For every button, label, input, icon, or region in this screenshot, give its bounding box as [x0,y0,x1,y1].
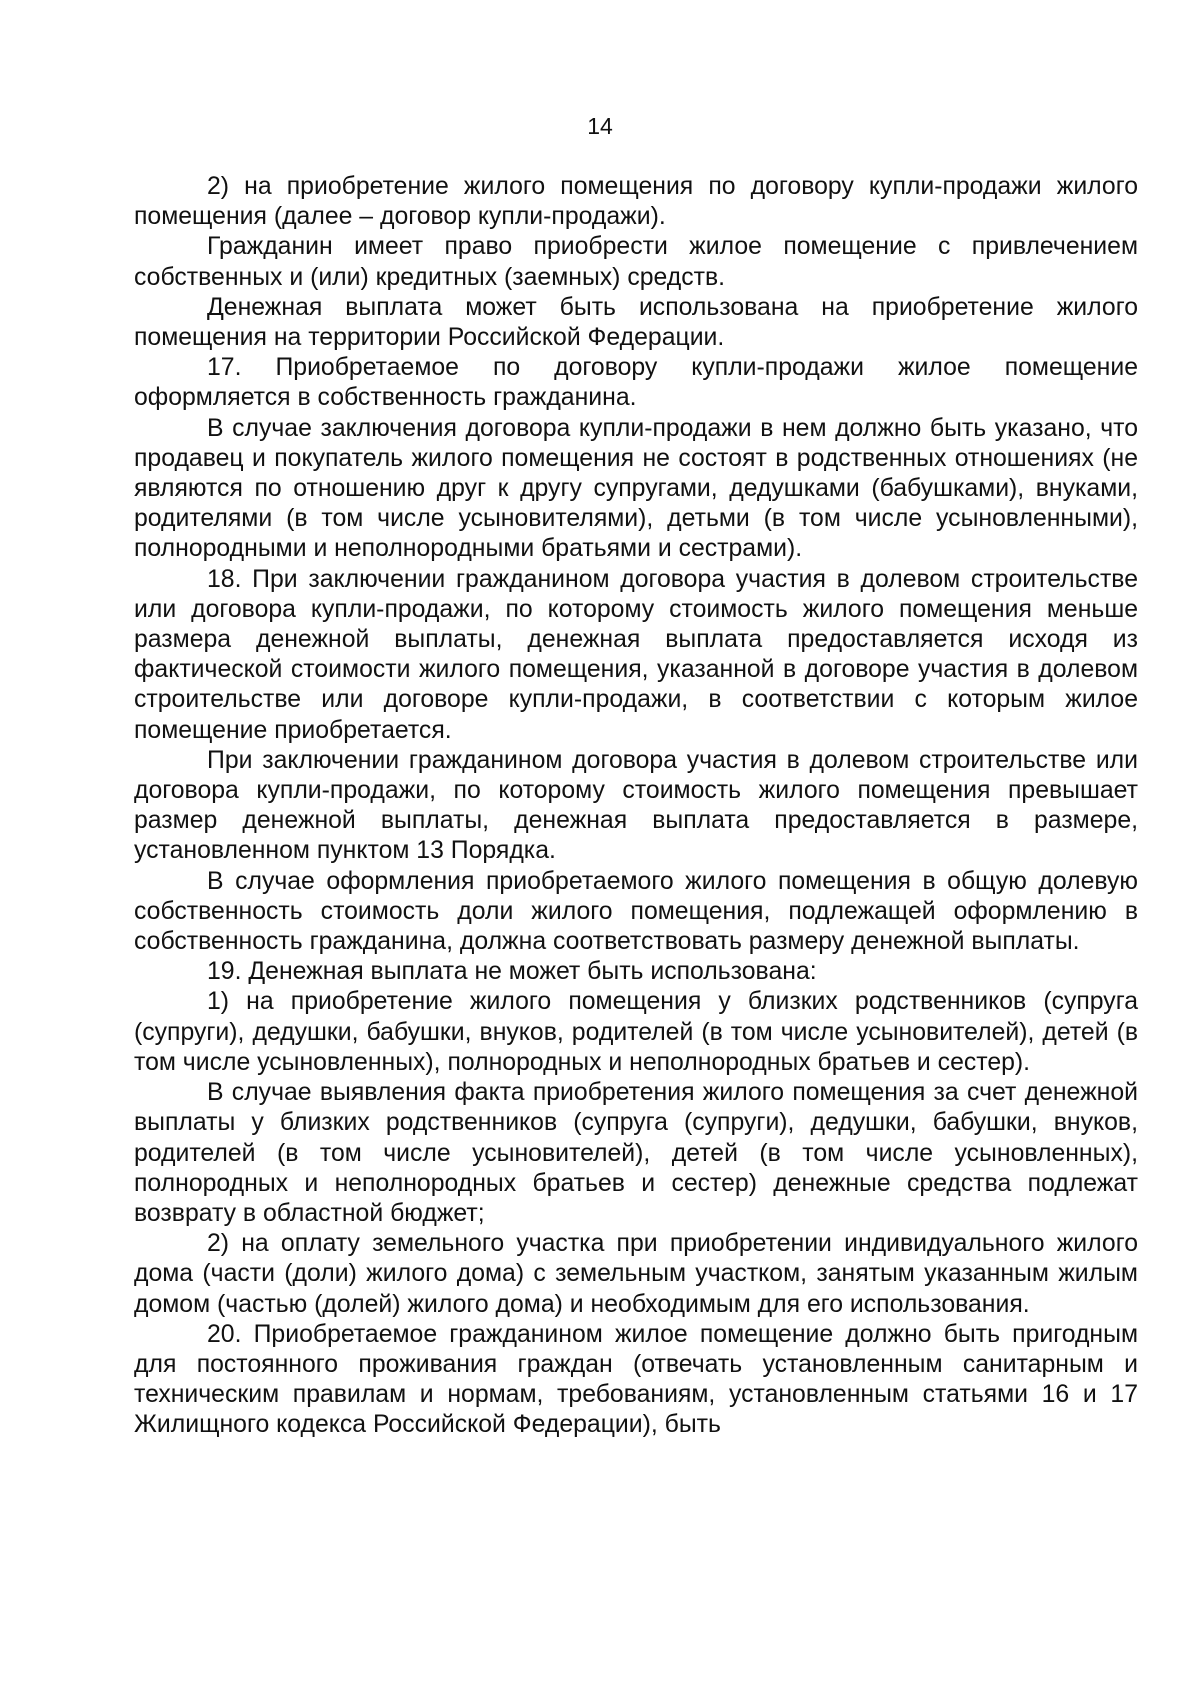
page-number: 14 [587,113,613,139]
paragraph-item-19-sub-1: 1) на приобретение жилого помещения у близких родственников (супруга (супруги), дедушки, бабушки, внуков, родителей (в том числе усыновителей), детей (в том числе усыновленных), полнородных и неполнородных братьев и сестер). [134,988,1138,1076]
paragraph-territory: Денежная выплата может быть использована на приобретение жилого помещения на территории Российской Федерации. [134,293,1138,352]
paragraph-item-18: 18. При заключении гражданином договора участия в долевом строительстве или договора купли-продажи, по которому стоимость жилого помещения меньше размера денежной выплаты, денежная выплата предоставляется исходя из фактической стоимости жилого помещения, указанной в договоре участия в долевом строительстве или договоре купли-продажи, в соответствии с которым жилое помещение приобретается. [134,565,1138,744]
paragraph-relatives-clause: В случае заключения договора купли-продажи в нем должно быть указано, что продавец и покупатель жилого помещения не состоят в родственных отношениях (не являются по отношению друг к другу супругами, дедушками (бабушками), внуками, родителями (в том числе усыновителями), детьми (в том числе усыновленными), полнородными и неполнородными братьями и сестрами). [134,414,1138,563]
document-body [134,172,1138,1441]
paragraph-own-funds: Гражданин имеет право приобрести жилое помещение с привлечением собственных и (или) кредитных (заемных) средств. [134,233,1138,291]
paragraph-cost-exceeds: При заключении гражданином договора участия в долевом строительстве или договора купли-продажи, по которому стоимость жилого помещения превышает размер денежной выплаты, денежная выплата предоставляется в размере, установленном пунктом 13 Порядка. [134,746,1138,865]
paragraph-item-19-sub-2: 2) на оплату земельного участка при приобретении индивидуального жилого дома (части (доли) жилого дома) с земельным участком, занятым указанным жилым домом (частью (долей) жилого дома) и необходимым для его использования. [134,1230,1138,1318]
paragraph-shared-ownership: В случае оформления приобретаемого жилого помещения в общую долевую собственность стоимость доли жилого помещения, подлежащей оформлению в собственность гражданина, должна соответствовать размеру денежной выплаты. [134,867,1138,956]
paragraph-item-20: 20. Приобретаемое гражданином жилое помещение должно быть пригодным для постоянного проживания граждан (отвечать установленным санитарным и техническим правилам и нормам, требованиям, установленным статьями 16 и 17 Жилищного кодекса Российской Федерации), быть [134,1320,1138,1439]
paragraph-item-17: 17. Приобретаемое по договору купли-продажи жилое помещение оформляется в собственность гражданина. [134,354,1138,412]
paragraph-item-19: 19. Денежная выплата не может быть использована: [207,958,817,986]
paragraph-refund: В случае выявления факта приобретения жилого помещения за счет денежной выплаты у близких родственников (супруга (супруги), дедушки, бабушки, внуков, родителей (в том числе усыновителей), детей (в том числе усыновленных), полнородных и неполнородных братьев и сестер) денежные средства подлежат возврату в областной бюджет; [134,1079,1138,1227]
paragraph-clause-2-purchase: 2) на приобретение жилого помещения по договору купли-продажи жилого помещения (далее – договор купли-продажи). [134,173,1138,231]
